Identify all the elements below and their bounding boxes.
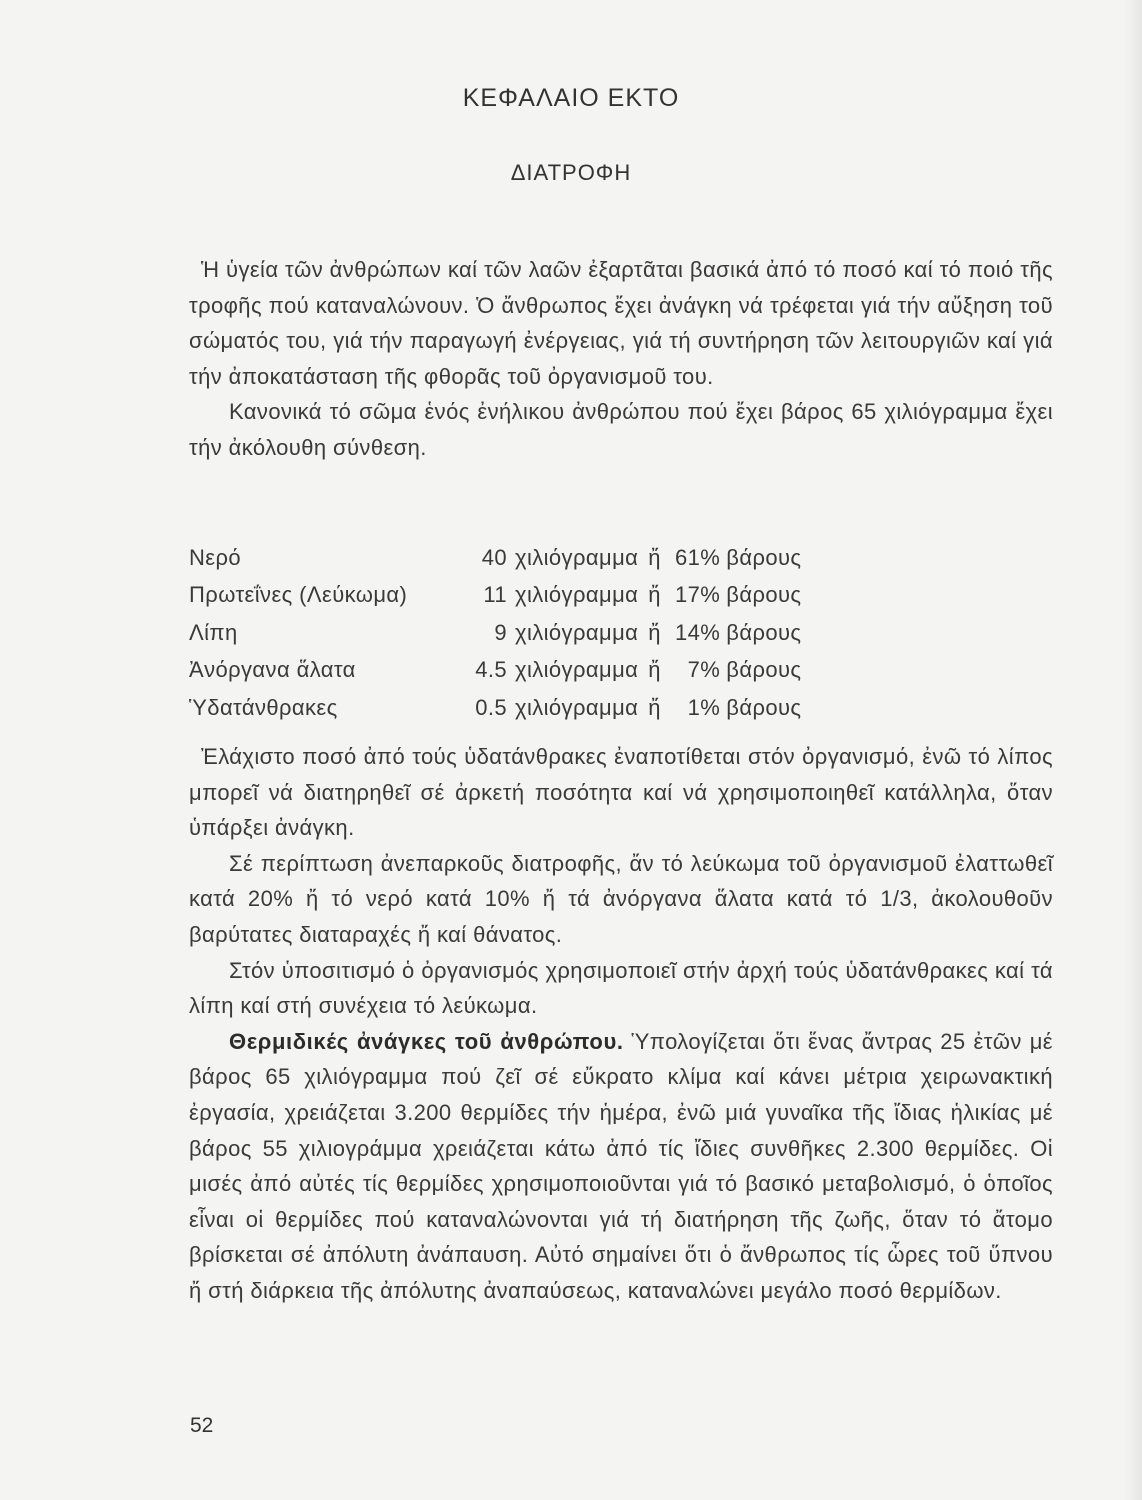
component-suffix: βάρους [726, 657, 802, 683]
component-unit: χιλιόγραμμα [515, 582, 639, 608]
component-percent: 14% [675, 619, 721, 645]
component-unit: χιλιόγραμμα [515, 544, 639, 570]
page-edge-shadow [1124, 0, 1142, 1500]
component-kg: 40 [481, 544, 507, 570]
chapter-title: ΚΕΦΑΛΑΙΟ ΕΚΤΟ [462, 84, 680, 112]
composition-row [189, 689, 801, 727]
thermal-needs-text: Ὑπολογίζεται ὅτι ἕνας ἄντρας 25 ἐτῶν μέ βάρος 65 χιλιόγραμμα πού ζεῖ σέ εὔκρατο κλίμα καί κάνει μέτρια χειρωνακτική ἐργασία, χρειάζεται 3.200 θερμίδες τήν ἡμέρα, ἐνῶ μιά γυναῖκα τῆς ἴδιας ἡλικίας μέ βάρος 55 χιλιογράμμα χρειάζεται κάτω ἀπό τίς ἴδιες συνθῆκες 2.300 θερμίδες. Οἱ μισές ἀπό αὐτές τίς θερμίδες χρησιμοποιοῦνται γιά τό βασικό μεταβολισμό, ὁ ὁποῖος εἶναι οἱ θερμίδες πού καταναλώνονται γιά τή διατήρηση τῆς ζωῆς, ὅταν τό ἄτομο βρίσκεται σέ ἀπόλυτη ἀνάπαυση. Αὐτό σημαίνει ὅτι ὁ ἄνθρωπος τίς ὧρες τοῦ ὕπνου ἤ στή διάρκεια τῆς ἀπόλυτης ἀναπαύσεως, καταναλώνει μεγάλο ποσό θερμίδων. [189, 1028, 1053, 1303]
component-or: ἤ [648, 582, 661, 608]
component-percent: 1% [687, 694, 721, 720]
component-unit: χιλιόγραμμα [515, 657, 639, 683]
component-name: Νερό [189, 544, 242, 570]
component-percent: 7% [687, 657, 721, 683]
component-percent: 61% [675, 544, 721, 570]
component-kg: 0.5 [475, 694, 507, 720]
composition-row [189, 652, 801, 690]
component-unit: χιλιόγραμμα [515, 694, 639, 720]
component-name: Λίπη [189, 619, 238, 645]
composition-row [189, 577, 801, 615]
component-or: ἤ [648, 694, 661, 720]
section-title: ΔΙΑΤΡΟΦΗ [510, 160, 632, 185]
component-suffix: βάρους [726, 582, 802, 608]
composition-row [189, 614, 801, 652]
thermal-needs-paragraph [189, 1024, 1053, 1309]
page-number: 52 [190, 1414, 214, 1437]
body-paragraph: Ἐλάχιστο ποσό ἀπό τούς ὑδατάνθρακες ἐναποτίθεται στόν ὀργανισμό, ἐνῶ τό λίπος μπορεῖ νά διατηρηθεῖ σέ ἀρκετή ποσότητα καί νά χρησιμοποιηθεῖ κατάλληλα, ὅταν ὑπάρξει ἀνάγκη. [189, 744, 1053, 841]
thermal-needs-heading: Θερμιδικές ἀνάγκες τοῦ ἀνθρώπου. [229, 1028, 624, 1054]
component-kg: 9 [494, 619, 507, 645]
component-unit: χιλιόγραμμα [515, 619, 639, 645]
body-paragraph: Σέ περίπτωση ἀνεπαρκοῦς διατροφῆς, ἄν τό λεύκωμα τοῦ ὀργανισμοῦ ἐλαττωθεῖ κατά 20% ἤ τό νερό κατά 10% ἤ τά ἀνόργανα ἅλατα κατά τό 1/3, ἀκολουθοῦν βαρύτατες διαταραχές ἤ καί θάνατος. [189, 850, 1053, 947]
body-composition-table [189, 539, 801, 727]
component-suffix: βάρους [726, 619, 802, 645]
composition-row [189, 539, 801, 577]
component-or: ἤ [648, 657, 661, 683]
body-text [189, 739, 1053, 1309]
intro-paragraph: Κανονικά τό σῶμα ἑνός ἐνήλικου ἀνθρώπου πού ἔχει βάρος 65 χιλιόγραμμα ἔχει τήν ἀκόλουθη σύνθεση. [189, 399, 1053, 460]
component-or: ἤ [648, 619, 661, 645]
component-kg: 4.5 [475, 657, 507, 683]
component-kg: 11 [483, 582, 507, 608]
intro-paragraph: Ἡ ὑγεία τῶν ἀνθρώπων καί τῶν λαῶν ἐξαρτᾶται βασικά ἀπό τό ποσό καί τό ποιό τῆς τροφῆς πού καταναλώνουν. Ὁ ἄνθρωπος ἔχει ἀνάγκη νά τρέφεται γιά τήν αὔξηση τοῦ σώματός του, γιά τήν παραγωγή ἐνέργειας, γιά τή συντήρηση τῶν λειτουργιῶν καί γιά τήν ἀποκατάσταση τῆς φθορᾶς τοῦ ὀργανισμοῦ του. [189, 257, 1053, 389]
component-suffix: βάρους [726, 544, 802, 570]
component-suffix: βάρους [726, 694, 802, 720]
intro-text [189, 252, 1053, 466]
component-name: Ὑδατάνθρακες [189, 694, 338, 720]
component-or: ἤ [648, 544, 661, 570]
component-percent: 17% [675, 582, 721, 608]
body-paragraph: Στόν ὑποσιτισμό ὁ ὀργανισμός χρησιμοποιεῖ στήν ἀρχή τούς ὑδατάνθρακες καί τά λίπη καί στή συνέχεια τό λεύκωμα. [189, 957, 1053, 1019]
component-name: Ἀνόργανα ἅλατα [189, 657, 356, 683]
component-name: Πρωτεΐνες (Λεύκωμα) [189, 582, 408, 608]
